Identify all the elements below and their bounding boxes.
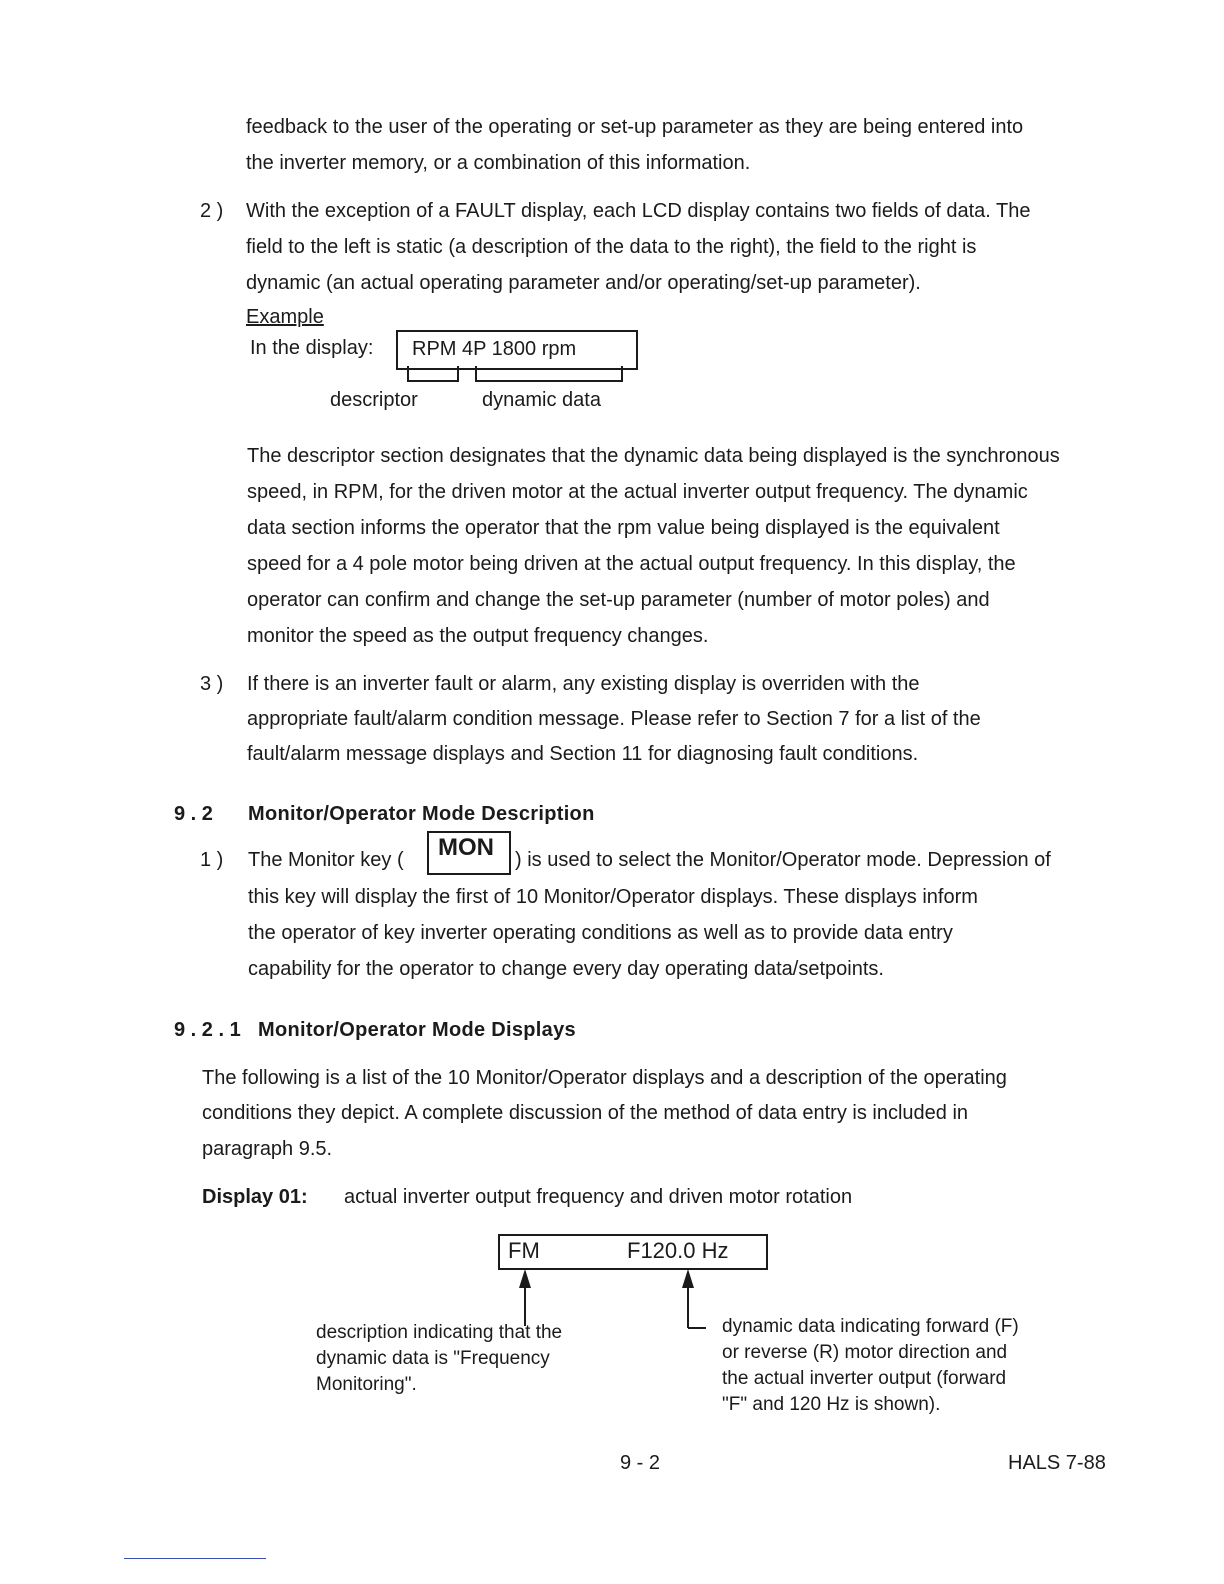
rpm-display-value: RPM 4P 1800 rpm — [412, 338, 577, 360]
left-note-line-2: dynamic data is "Frequency — [316, 1348, 550, 1369]
bottom-rule — [124, 1558, 266, 1559]
right-arrow-head-icon — [682, 1269, 694, 1288]
doc-code: HALS 7-88 — [1008, 1452, 1106, 1474]
section-9-2-1-number: 9 . 2 . 1 — [174, 1019, 241, 1041]
section-9-2-item-1-marker: 1 ) — [200, 849, 224, 871]
intro-line-2: the inverter memory, or a combination of this information. — [246, 152, 751, 174]
section-9-2-1-line-2: conditions they depict. A complete discussion of the method of data entry is included in — [202, 1102, 969, 1124]
section-9-2-item-1-pre: The Monitor key ( — [248, 849, 404, 871]
right-note-line-3: the actual inverter output (forward — [722, 1368, 1007, 1389]
section-9-2-1-title: Monitor/Operator Mode Displays — [258, 1019, 576, 1041]
section-9-2-number: 9 . 2 — [174, 803, 213, 825]
section-9-2-title: Monitor/Operator Mode Description — [248, 803, 595, 825]
right-note-line-4: "F" and 120 Hz is shown). — [722, 1394, 941, 1415]
dynamic-data-label: dynamic data — [482, 389, 601, 411]
descriptor-para-line-1: The descriptor section designates that the dynamic data being displayed is the synchronous — [247, 445, 1060, 467]
item-3-line-1: If there is an inverter fault or alarm, any existing display is overriden with the — [247, 673, 920, 695]
right-note-line-2: or reverse (R) motor direction and — [722, 1342, 1008, 1363]
left-note-line-3: Monitoring". — [316, 1374, 417, 1395]
display-01-desc: actual inverter output frequency and driven motor rotation — [344, 1186, 853, 1208]
fm-display-left: FM — [508, 1238, 540, 1263]
mon-key-label: MON — [438, 834, 494, 861]
section-9-2-1-line-1: The following is a list of the 10 Monitor/Operator displays and a description of the operating — [202, 1067, 1007, 1089]
left-arrow-head-icon — [519, 1269, 531, 1288]
descriptor-para-line-5: operator can confirm and change the set-up parameter (number of motor poles) and — [247, 589, 990, 611]
right-note-line-1: dynamic data indicating forward (F) — [722, 1316, 1019, 1337]
descriptor-para-line-2: speed, in RPM, for the driven motor at the actual inverter output frequency. The dynamic — [247, 481, 1028, 503]
descriptor-label: descriptor — [330, 389, 418, 411]
section-9-2-line-1: this key will display the first of 10 Monitor/Operator displays. These displays inform — [248, 886, 978, 908]
fm-display-right: F120.0 Hz — [627, 1238, 729, 1263]
descriptor-bracket — [407, 366, 459, 382]
section-9-2-1-line-3: paragraph 9.5. — [202, 1138, 333, 1160]
item-2-line-1: With the exception of a FAULT display, each LCD display contains two fields of data. The — [246, 200, 1031, 222]
display-label: In the display: — [250, 337, 374, 359]
descriptor-para-line-6: monitor the speed as the output frequency changes. — [247, 625, 709, 647]
section-9-2-line-2: the operator of key inverter operating conditions as well as to provide data entry — [248, 922, 953, 944]
page-number: 9 - 2 — [620, 1452, 661, 1474]
left-note-line-1: description indicating that the — [316, 1322, 563, 1343]
descriptor-para-line-3: data section informs the operator that the rpm value being displayed is the equivalent — [247, 517, 1000, 539]
item-3-marker: 3 ) — [200, 673, 224, 695]
item-2-line-3: dynamic (an actual operating parameter and/or operating/set-up parameter). — [246, 272, 921, 294]
example-label: Example — [246, 306, 324, 328]
descriptor-para-line-4: speed for a 4 pole motor being driven at the actual output frequency. In this display, the — [247, 553, 1016, 575]
dynamic-bracket — [475, 366, 623, 382]
section-9-2-item-1-post: ) is used to select the Monitor/Operator mode. Depression of — [515, 849, 1051, 871]
section-9-2-line-3: capability for the operator to change every day operating data/setpoints. — [248, 958, 884, 980]
item-3-line-3: fault/alarm message displays and Section 11 for diagnosing fault conditions. — [247, 743, 919, 765]
item-2-line-2: field to the left is static (a description of the data to the right), the field to the right is — [246, 236, 977, 258]
intro-line-1: feedback to the user of the operating or set-up parameter as they are being entered into — [246, 116, 1024, 138]
item-2-marker: 2 ) — [200, 200, 224, 222]
display-01-label: Display 01: — [202, 1186, 308, 1208]
item-3-line-2: appropriate fault/alarm condition message. Please refer to Section 7 for a list of the — [247, 708, 981, 730]
